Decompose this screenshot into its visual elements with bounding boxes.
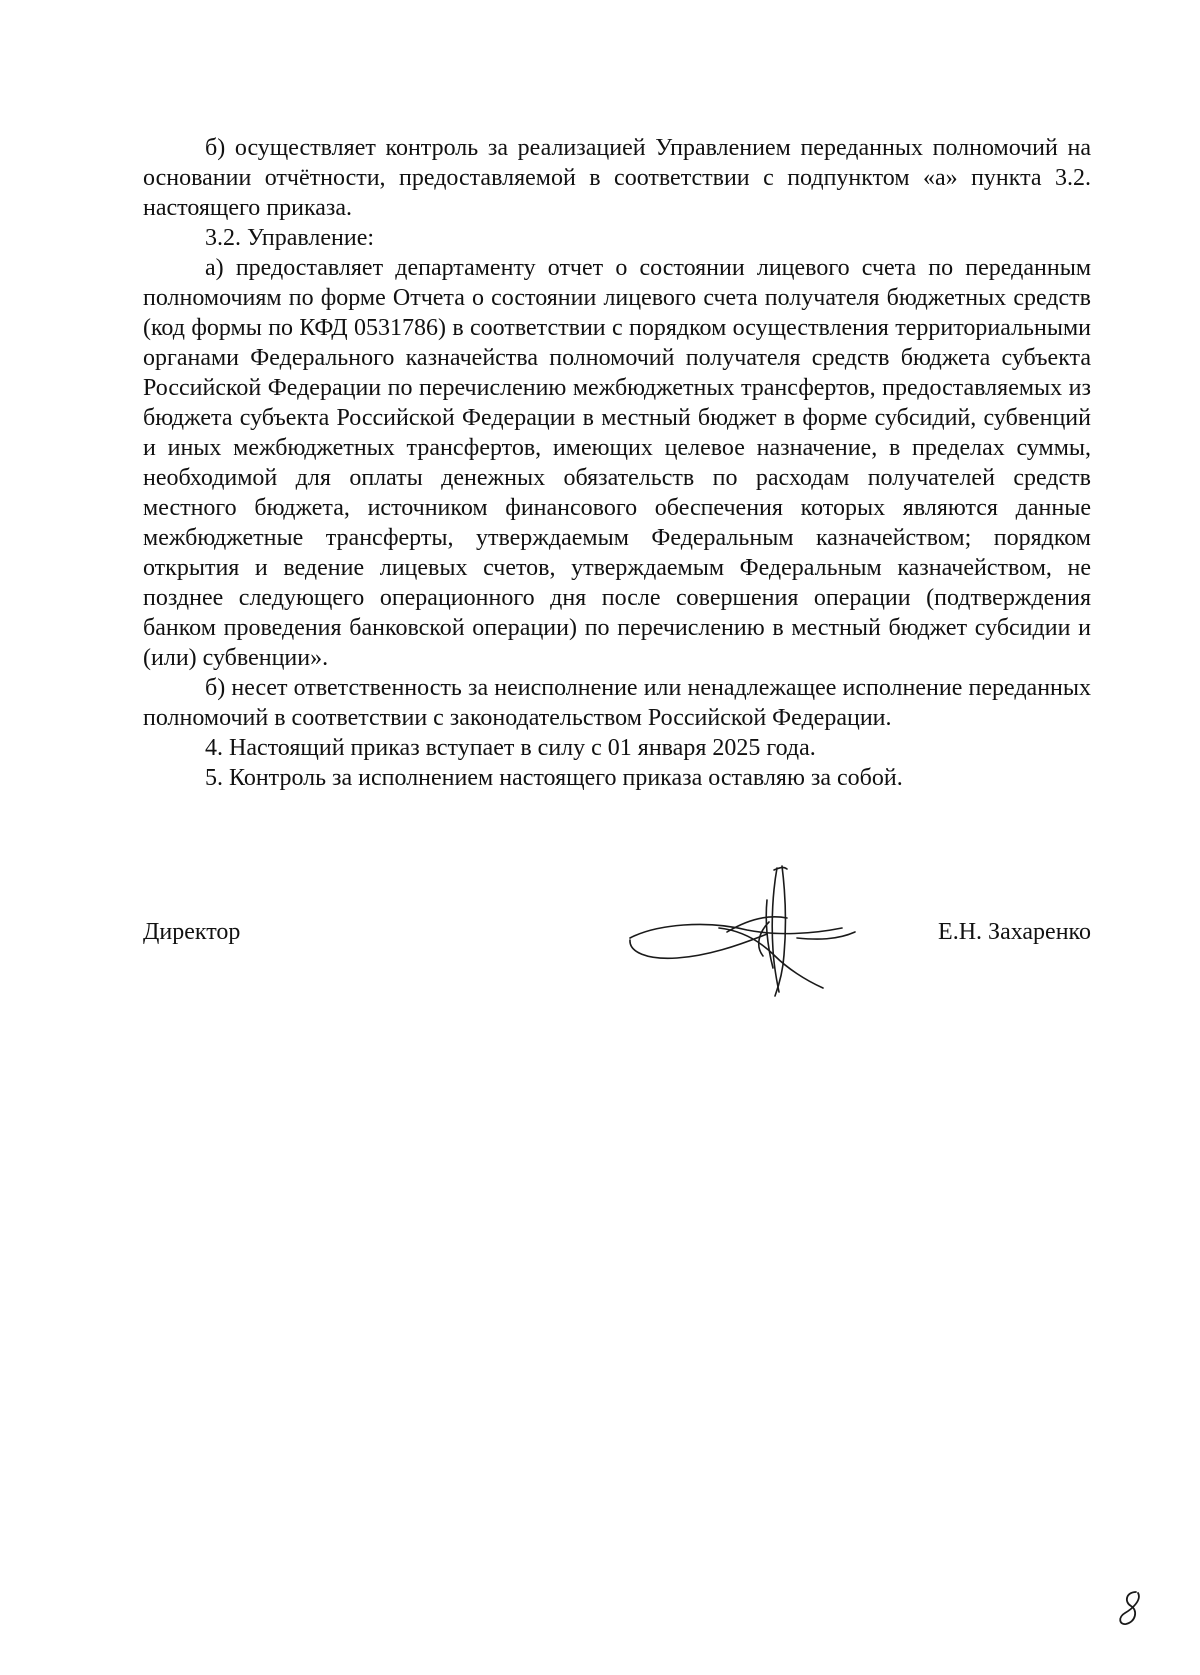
signer-name: Е.Н. Захаренко: [938, 919, 1091, 945]
paragraph-3-2-heading: 3.2. Управление:: [205, 225, 375, 251]
signature-block: [143, 860, 1091, 1000]
handwritten-page-number: [1116, 1588, 1146, 1628]
document-body: [143, 133, 1091, 793]
signer-position: Директор: [143, 919, 241, 945]
paragraph-5-control: 5. Контроль за исполнением настоящего приказа оставляю за собой.: [205, 765, 903, 791]
paragraph-b-responsibility: б) несет ответственность за неисполнение или ненадлежащее исполнение переданных полномочий в соответствии с законодательством Российской Федерации.: [143, 675, 1091, 731]
paragraph-b-control: б) осуществляет контроль за реализацией Управлением переданных полномочий на основании отчётности, предоставляемой в соответствии с подпунктом «а» пункта 3.2. настоящего приказа.: [143, 135, 1091, 221]
handwritten-signature: [627, 860, 867, 1000]
paragraph-4-effective-date: 4. Настоящий приказ вступает в силу с 01 января 2025 года.: [205, 735, 816, 761]
paragraph-a-report: а) предоставляет департаменту отчет о состоянии лицевого счета по переданным полномочиям по форме Отчета о состоянии лицевого счета получателя бюджетных средств (код формы по КФД 0531786) в соответствии с порядком осуществления территориальными органами Федерального казначейства полномочий получателя средств бюджета субъекта Российской Федерации по перечислению межбюджетных трансфертов, предоставляемых из бюджета субъекта Российской Федерации в местный бюджет в форме субсидий, субвенций и иных межбюджетных трансфертов, имеющих целевое назначение, в пределах суммы, необходимой для оплаты денежных обязательств по расходам получателей средств местного бюджета, источником финансового обеспечения которых являются данные межбюджетные трансферты, утверждаемым Федеральным казначейством; порядком открытия и ведение лицевых счетов, утверждаемым Федеральным казначейством, не позднее следующего операционного дня после совершения операции (подтверждения банком проведения банковской операции) по перечислению в местный бюджет субсидии и (или) субвенции».: [143, 255, 1091, 671]
